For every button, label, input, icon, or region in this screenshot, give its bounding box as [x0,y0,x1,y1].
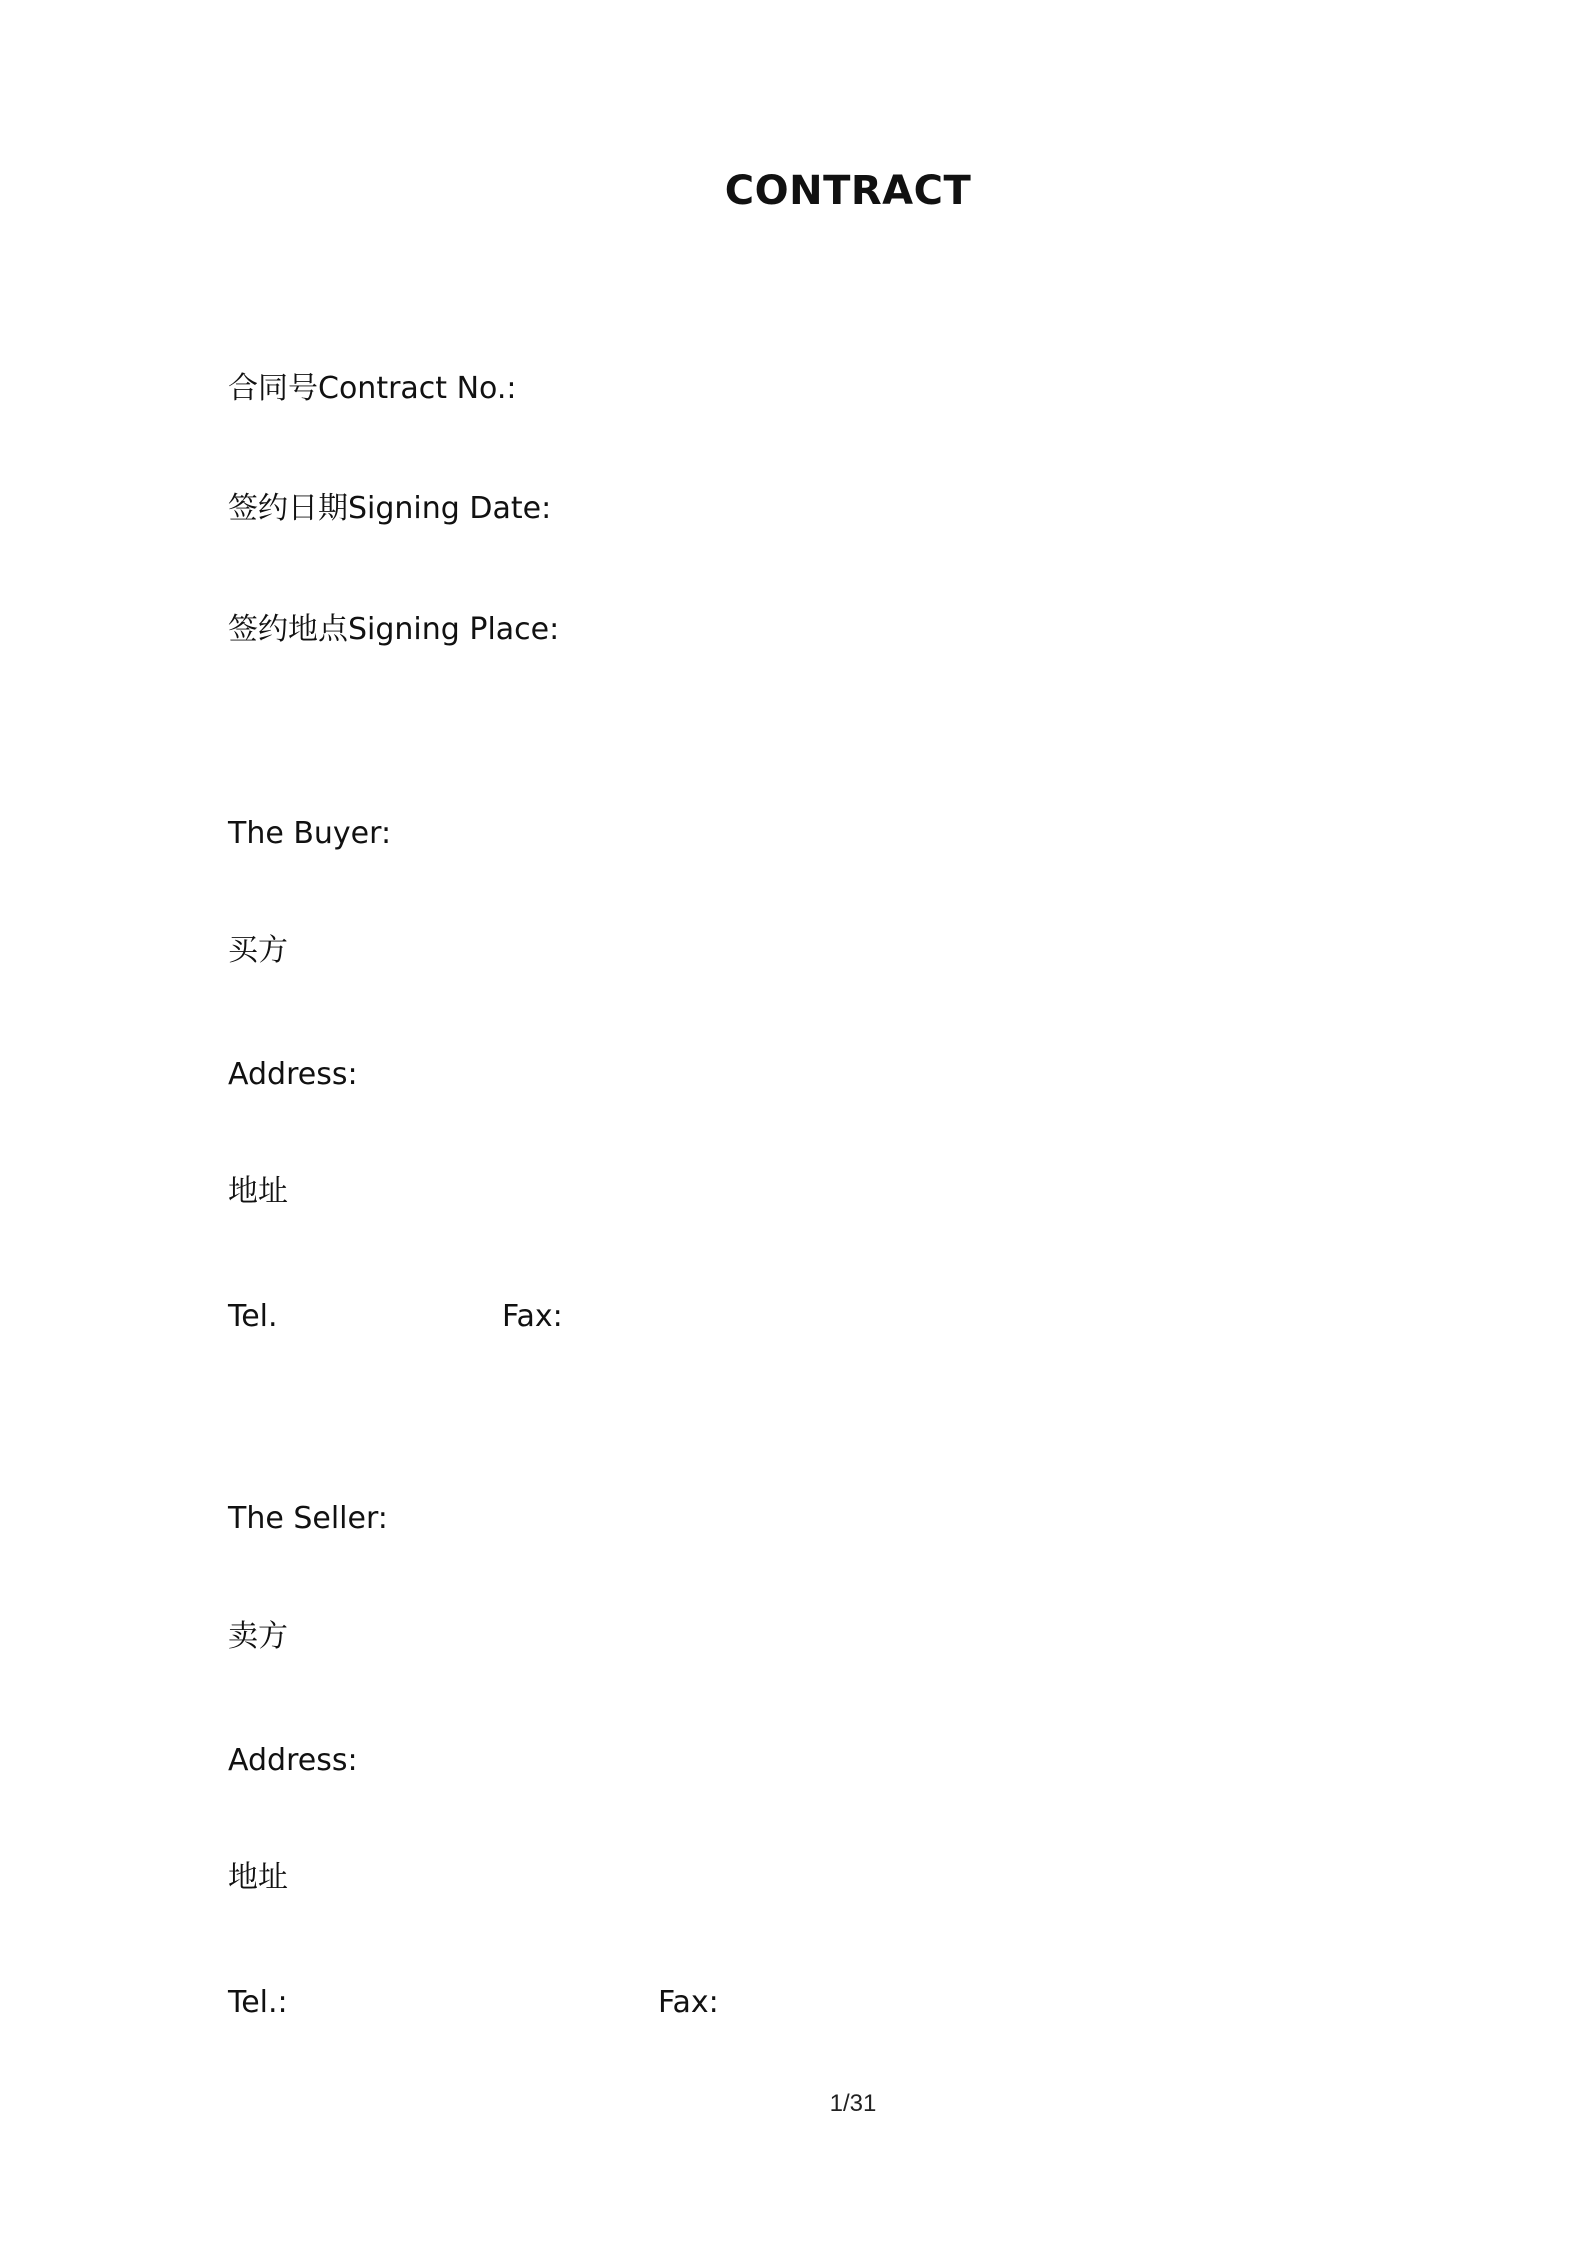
seller-tel-label: Tel.: [228,1985,288,2020]
buyer-address-label-cn: 地址 [228,1174,288,1209]
buyer-tel-label: Tel. [228,1299,278,1334]
signing-place-label: 签约地点Signing Place: [228,612,560,647]
buyer-fax-label: Fax: [502,1299,563,1334]
contract-no-label: 合同号Contract No.: [228,371,517,406]
buyer-heading: The Buyer: [228,816,392,851]
buyer-heading-cn: 买方 [228,933,288,968]
seller-fax-label: Fax: [658,1985,719,2020]
seller-heading: The Seller: [228,1501,388,1536]
seller-heading-cn: 卖方 [228,1619,288,1654]
document-title: CONTRACT [724,168,972,214]
buyer-address-label: Address: [228,1057,358,1092]
seller-address-label: Address: [228,1743,358,1778]
seller-address-label-cn: 地址 [228,1860,288,1895]
signing-date-label: 签约日期Signing Date: [228,491,552,526]
page-number: 1/31 [829,2090,877,2117]
